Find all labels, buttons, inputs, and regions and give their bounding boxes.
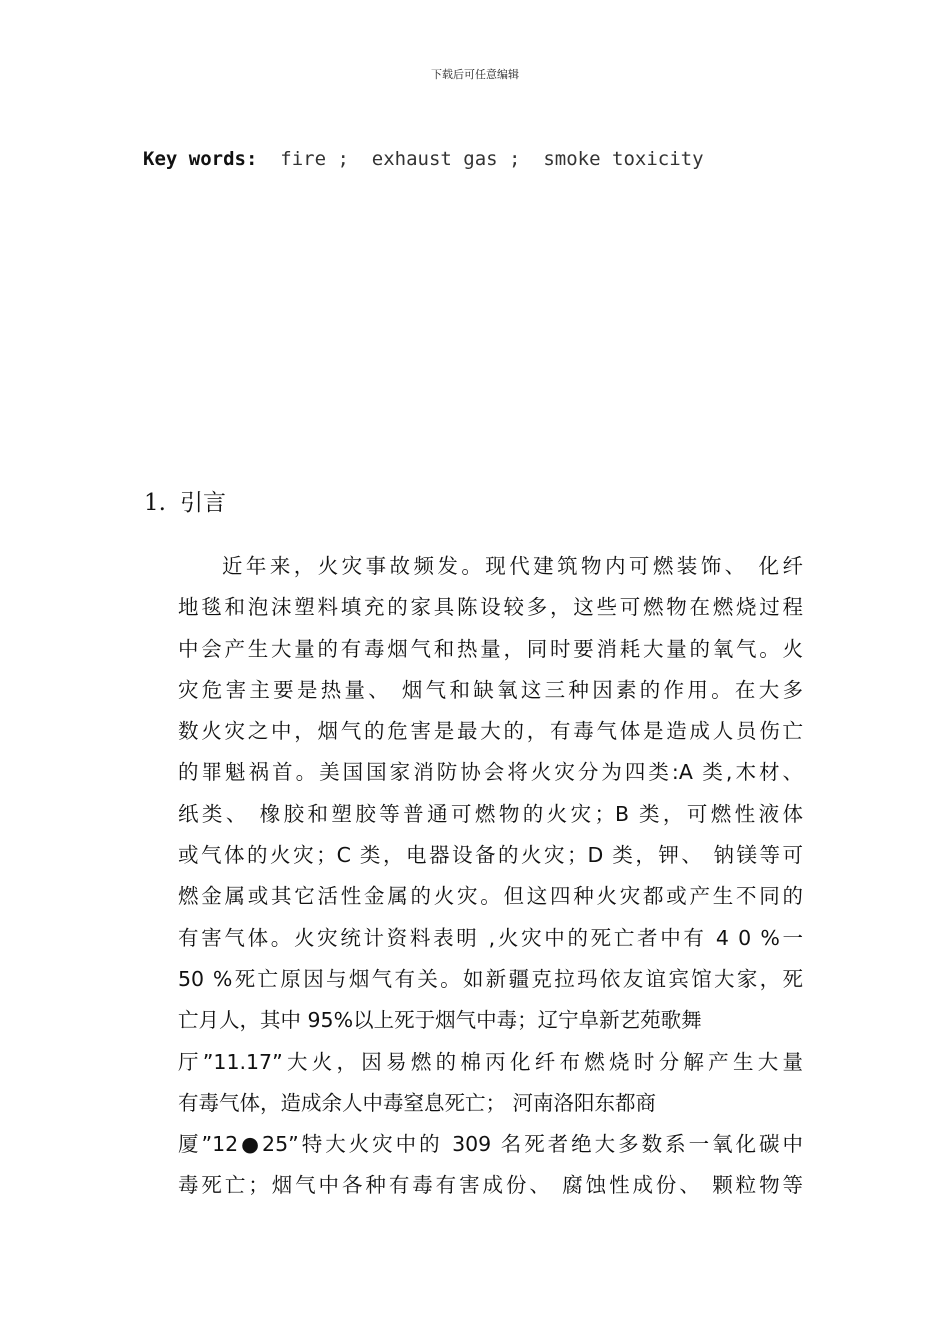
body-line: 的罪魁祸首。美国国家消防协会将火灾分为四类:A 类,木材、	[178, 760, 803, 785]
body-line: 地毯和泡沫塑料填充的家具陈设较多，这些可燃物在燃烧过程	[178, 595, 803, 620]
body-line: 或气体的火灾；C 类，电器设备的火灾；D 类，钾、 钠镁等可	[178, 843, 803, 868]
body-line: 有毒气体，造成余人中毒窒息死亡； 河南洛阳东都商	[178, 1090, 657, 1115]
section-heading	[144, 484, 226, 517]
body-line: 亡月人，其中 95%以上死于烟气中毒；辽宁阜新艺苑歌舞	[178, 1008, 702, 1033]
body-line: 50 %死亡原因与烟气有关。如新疆克拉玛依友谊宾馆大家，死	[178, 966, 803, 991]
body-line: 毒死亡；烟气中各种有毒有害成份、 腐蚀性成份、 颗粒物等	[178, 1173, 803, 1198]
body-line: 厅”11.17”大火，因易燃的棉丙化纤布燃烧时分解产生大量	[178, 1049, 803, 1074]
body-line: 有害气体。火灾统计资料表明 ,火灾中的死亡者中有 4 0 %一	[178, 925, 803, 950]
body-line: 厦”12●25”特大火灾中的 309 名死者绝大多数系一氧化碳中	[178, 1132, 803, 1157]
body-paragraph	[178, 546, 803, 1207]
body-line: 数火灾之中，烟气的危害是最大的，有毒气体是造成人员伤亡	[178, 719, 803, 744]
body-line: 中会产生大量的有毒烟气和热量，同时要消耗大量的氧气。火	[178, 636, 803, 661]
body-line: 纸类、 橡胶和塑胶等普通可燃物的火灾；B 类，可燃性液体	[178, 801, 803, 826]
section-title: 引言	[179, 490, 226, 516]
keywords-label: Key words:	[143, 148, 258, 170]
section-number: 1.	[144, 490, 166, 516]
body-line: 灾危害主要是热量、 烟气和缺氧这三种因素的作用。在大多	[178, 677, 803, 702]
page-header: 下载后可任意编辑	[431, 68, 519, 81]
body-line: 燃金属或其它活性金属的火灾。但这四种火灾都或产生不同的	[178, 884, 803, 909]
keywords-items: fire ; exhaust gas ; smoke toxicity	[257, 148, 704, 170]
keywords-line	[143, 148, 704, 170]
body-line: 近年来，火灾事故频发。现代建筑物内可燃装饰、 化纤	[222, 554, 803, 578]
